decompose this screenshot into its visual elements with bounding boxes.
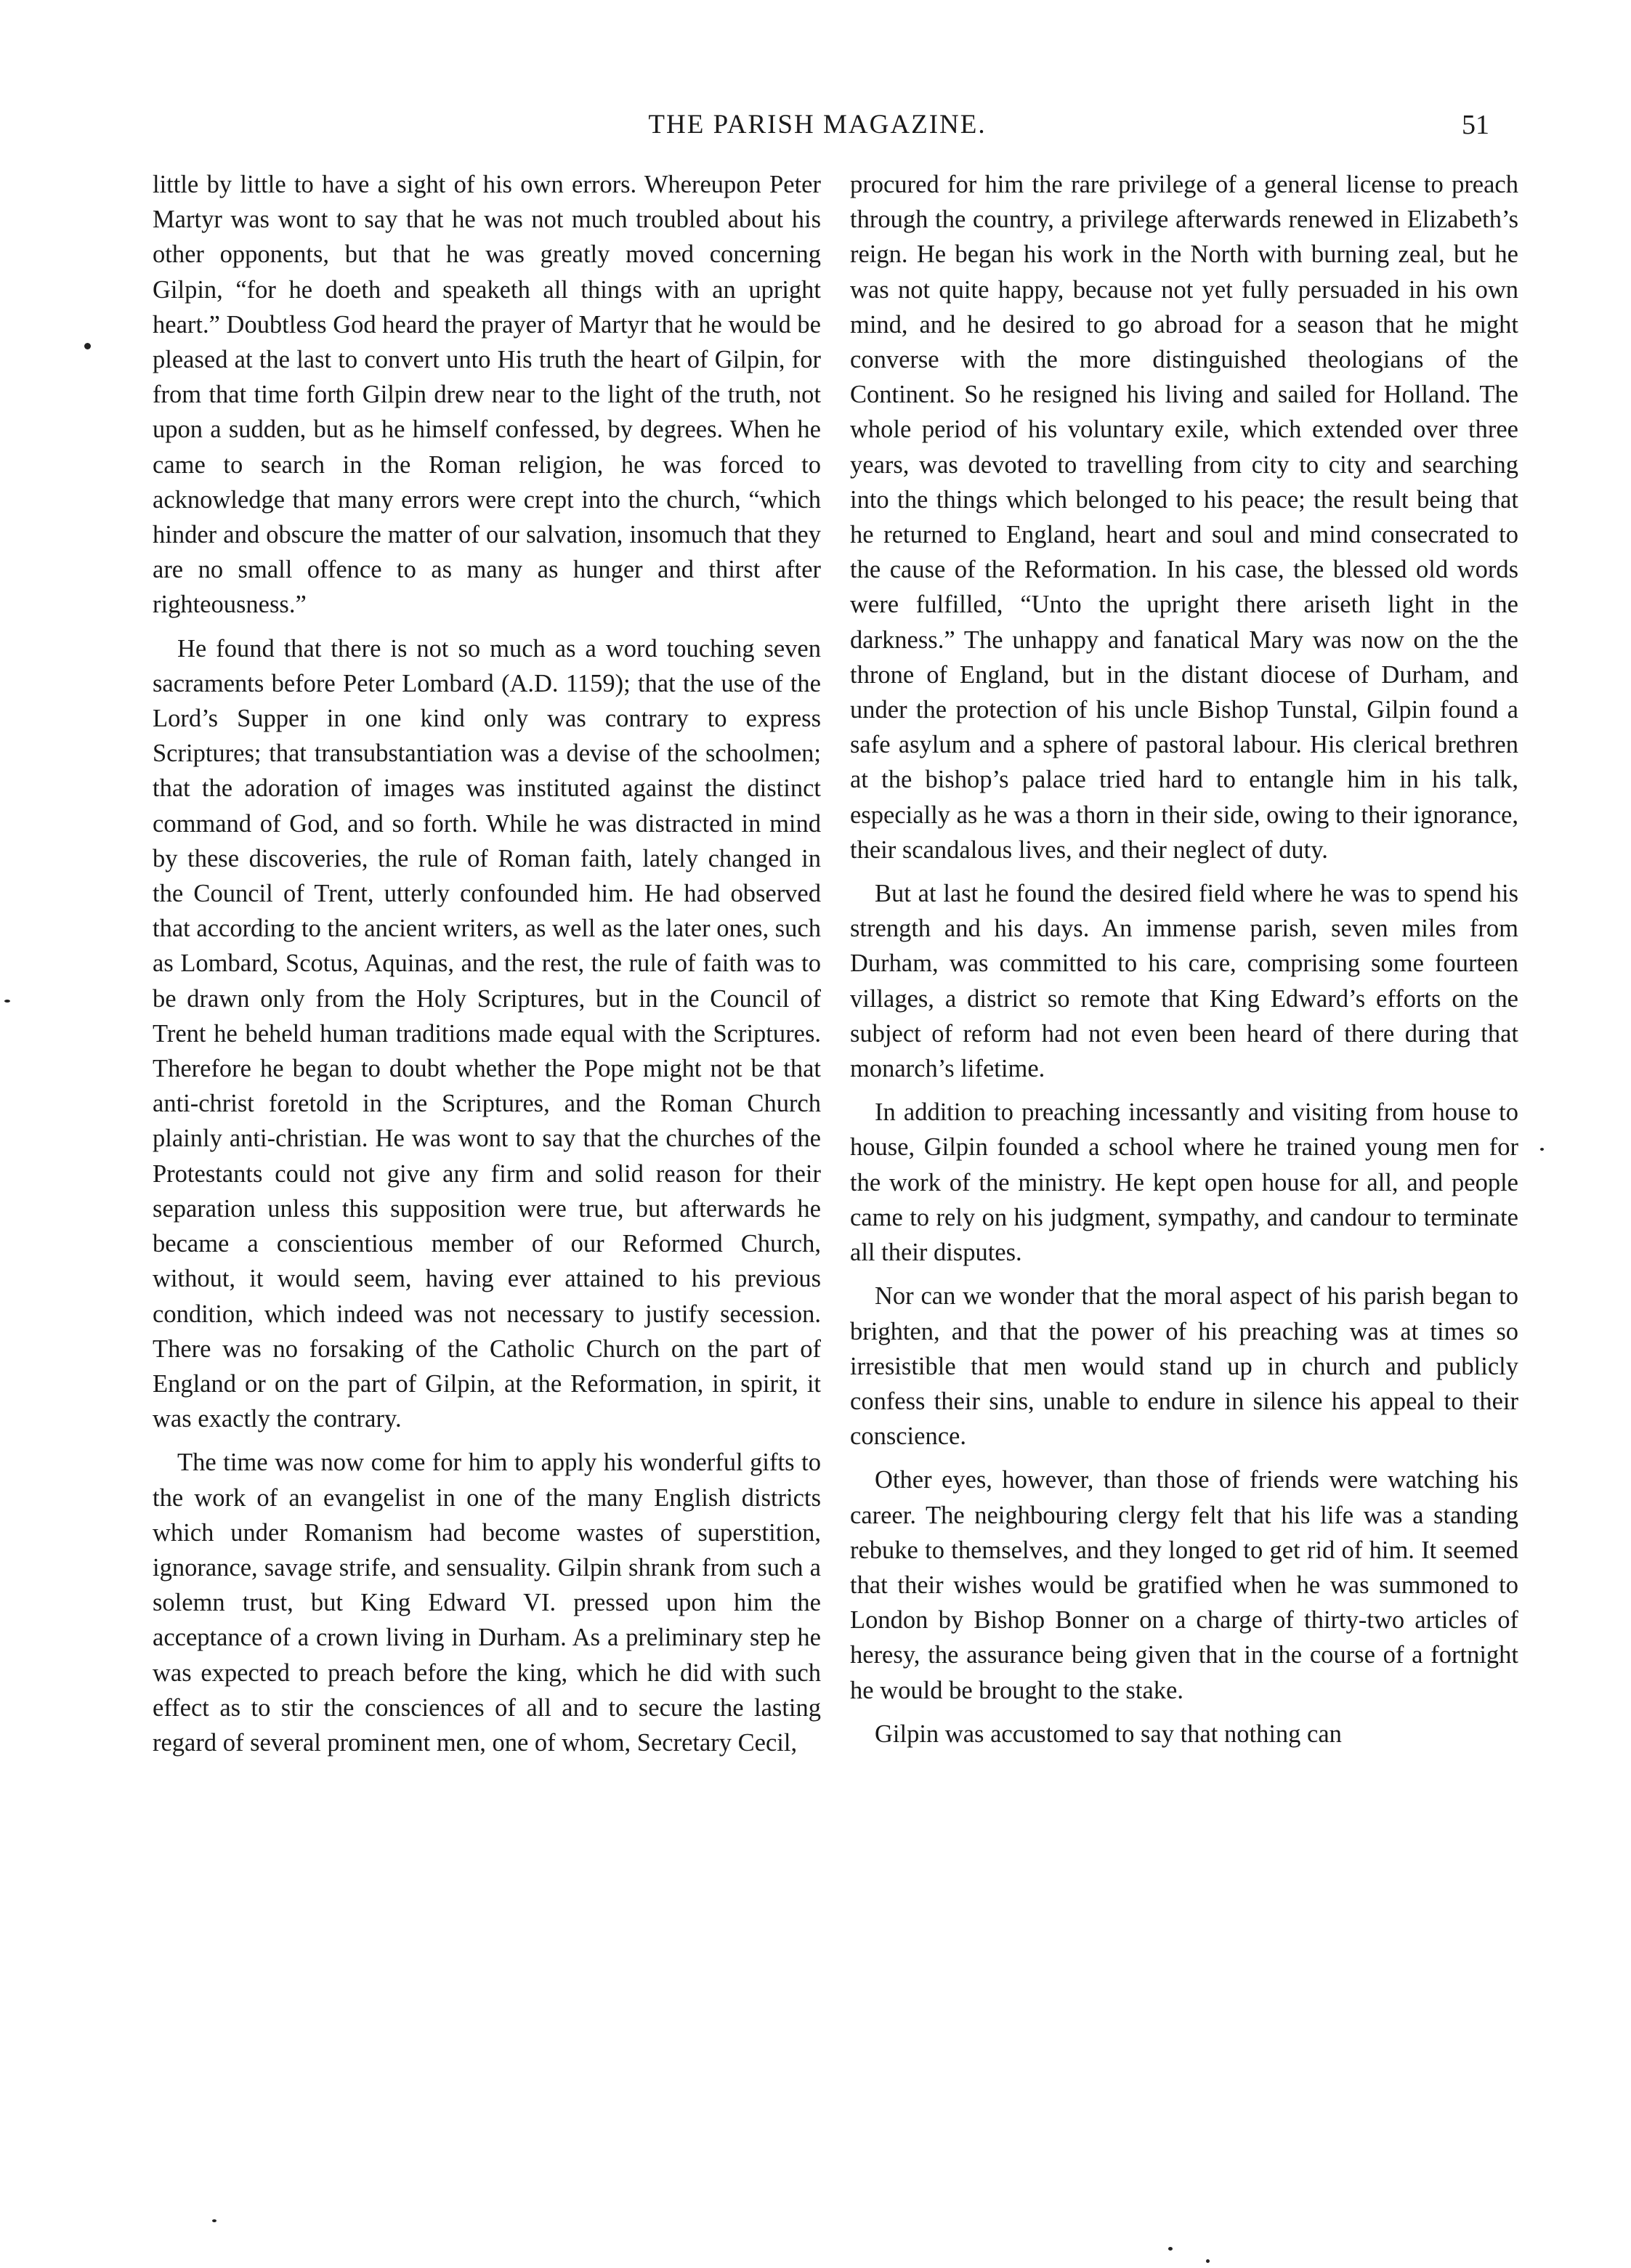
paragraph: But at last he found the desired field where he was to spend his strength and his days. An immense parish, seven miles from Durham, was committed to his care, comprising some fourteen villages, a district so remote that King Edward’s efforts on the subject of reform had not even been heard of there during that monarch’s lifetime.: [850, 880, 1518, 1083]
right-column: [850, 167, 1518, 1760]
print-speck: [1168, 2247, 1173, 2251]
paragraph: Nor can we wonder that the moral aspect of his parish began to brighten, and that the power of his preaching was at times so irresistible that men would stand up in church and publicly confess their sins, unable to endure in silence his appeal to their conscience.: [850, 1282, 1518, 1451]
page-number: 51: [1462, 110, 1489, 140]
paragraph: In addition to preaching incessantly and visiting from house to house, Gilpin founded a school where he trained young men for the work of the ministry. He kept open house for all, and people came to rely on his judgment, sympathy, and candour to terminate all their disputes.: [850, 1098, 1518, 1267]
paragraph: little by little to have a sight of his own errors. Whereupon Peter Martyr was wont to say that he was not much troubled about his other opponents, but that he was greatly moved concerning Gilpin, “for he doeth and speaketh all things with an upright heart.” Doubtless God heard the prayer of Martyr that he would be pleased at the last to convert unto His truth the heart of Gilpin, for from that time forth Gilpin drew near to the light of the truth, not upon a sudden, but as he himself confessed, by degrees. When he came to search in the Roman religion, he was forced to acknowledge that many errors were crept into the church, “which hinder and obscure the matter of our salvation, insomuch that they are no small offence to as many as hunger and thirst after righteousness.”: [153, 171, 821, 619]
running-head: [145, 109, 1489, 153]
paragraph: Other eyes, however, than those of friends were watching his career. The neighbouring clergy felt that his life was a standing rebuke to themselves, and they longed to get rid of him. It seemed that their wishes would be gratified when he was summoned to London by Bishop Bonner on a charge of thirty-two articles of heresy, the assurance being given that in the course of a fortnight he would be brought to the stake.: [850, 1466, 1518, 1704]
paragraph: procured for him the rare privilege of a general license to preach through the country, a privilege afterwards renewed in Elizabeth’s reign. He began his work in the North with burning zeal, but he was not quite happy, because not yet fully persuaded in his own mind, and he desired to go abroad for a season that he might converse with the more distinguished theologians of the Continent. So he resigned his living and sailed for Holland. The whole period of his voluntary exile, which extended over three years, was devoted to travelling from city to city and searching into the things which belonged to his peace; the result being that he returned to England, heart and soul and mind consecrated to the cause of the Reformation. In his case, the blessed old words were fulfilled, “Unto the upright there ariseth light in the darkness.” The unhappy and fanatical Mary was now on the the throne of England, but in the distant diocese of Durham, and under the protection of his uncle Bishop Tunstal, Gilpin found a safe asylum and a sphere of pastoral labour. His clerical brethren at the bishop’s palace tried hard to entangle him in his talk, especially as he was a thorn in their side, owing to their ignorance, their scandalous lives, and their neglect of duty.: [850, 171, 1518, 864]
left-column: [153, 167, 821, 1769]
paragraph: The time was now come for him to apply his wonderful gifts to the work of an evangelist in one of the many English districts which under Romanism had become wastes of superstition, ignorance, savage strife, and sensuality. Gilpin shrank from such a solemn trust, but King Edward VI. pressed upon him the acceptance of a crown living in Durham. As a preliminary step he was expected to preach before the king, which he did with such effect as to stir the consciences of all and to secure the lasting regard of several prominent men, one of whom, Secretary Cecil,: [153, 1449, 821, 1757]
print-speck: [1540, 1148, 1544, 1151]
paragraph: Gilpin was accustomed to say that nothing can: [875, 1720, 1342, 1748]
print-speck: [1206, 2259, 1210, 2263]
print-speck: [4, 1000, 10, 1003]
print-speck: [212, 2219, 216, 2222]
paragraph: He found that there is not so much as a word touching seven sacraments before Peter Lombard (A.D. 1159); that the use of the Lord’s Supper in one kind only was contrary to express Scriptures; that transubstantiation was a devise of the schoolmen; that the adoration of images was instituted against the distinct command of God, and so forth. While he was distracted in mind by these discoveries, the rule of Roman faith, lately changed in the Council of Trent, utterly confounded him. He had observed that according to the ancient writers, as well as the later ones, such as Lombard, Scotus, Aquinas, and the rest, the rule of faith was to be drawn only from the Holy Scriptures, but in the Council of Trent he beheld human traditions made equal with the Scriptures. Therefore he began to doubt whether the Pope might not be that anti-christ foretold in the Scriptures, and the Roman Church plainly anti-christian. He was wont to say that the churches of the Protestants could not give any firm and solid reason for their separation unless this supposition were true, but afterwards he became a conscientious member of our Reformed Church, without, it would seem, having ever attained to his previous condition, which indeed was not necessary to justify secession. There was no forsaking of the Catholic Church on the part of England or on the part of Gilpin, at the Reformation, in spirit, it was exactly the contrary.: [153, 634, 821, 1433]
print-speck: [84, 343, 91, 349]
running-title: THE PARISH MAGAZINE.: [648, 110, 987, 139]
